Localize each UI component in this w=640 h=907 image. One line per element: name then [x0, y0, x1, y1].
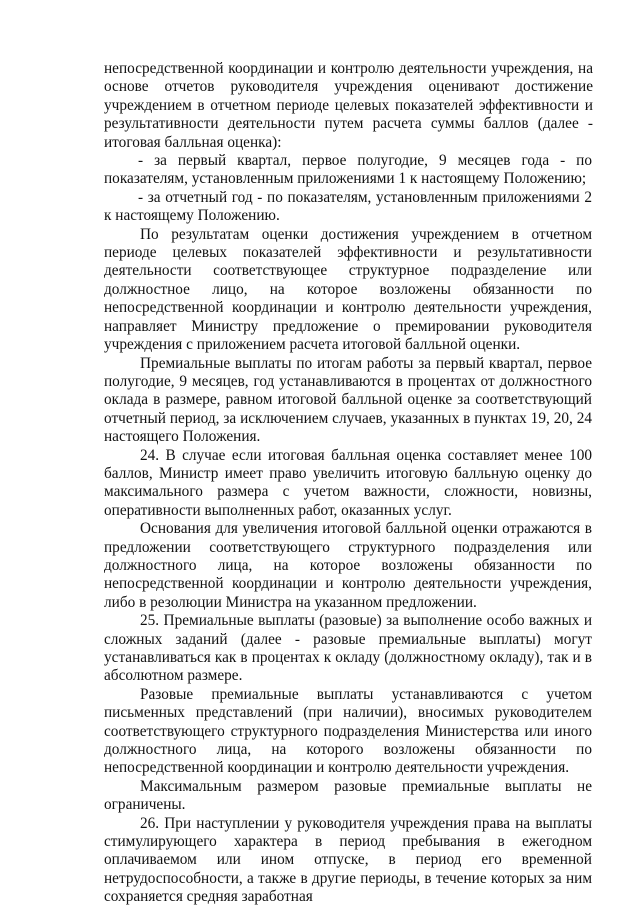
paragraph-10: Максимальным размером разовые премиальные выплаты не ограничены. [104, 777, 592, 814]
paragraph-9: Разовые премиальные выплаты устанавливаются с учетом письменных представлений (при наличии), вносимых руководителем соответствующего структурного подразделения Министерства или иного должностного лица, на которого возложены обязанности по непосредственной координации и контролю деятельности учреждения. [104, 685, 592, 777]
paragraph-1: непосредственной координации и контролю деятельности учреждения, на основе отчетов руководителя учреждения оценивают достижение учреждением в отчетном периоде целевых показателей эффективности и результативности деятельности путем расчета суммы баллов (далее - итоговая балльная оценка): [104, 60, 593, 151]
document-page [104, 60, 592, 907]
paragraph-5: Премиальные выплаты по итогам работы за первый квартал, первое полугодие, 9 месяцев, год устанавливаются в процентах от должностного оклада в размере, равном итоговой балльной оценке за соответствующий отчетный период, за исключением случаев, указанных в пунктах 19, 20, 24 настоящего Положения. [104, 354, 592, 446]
paragraph-11: 26. При наступлении у руководителя учреждения права на выплаты стимулирующего характера в период пребывания в ежегодном оплачиваемом или ином отпуске, в период его временной нетрудоспособности, а также в другие периоды, в течение которых за ним сохраняется средняя заработная [104, 814, 592, 906]
paragraph-2: - за первый квартал, первое полугодие, 9 месяцев года - по показателям, установленным приложениями 1 к настоящему Положению; [104, 152, 592, 188]
paragraph-4: По результатам оценки достижения учреждением в отчетном периоде целевых показателей эффективности и результативности деятельности соответствующее структурное подразделение или должностное лицо, на которое возложены обязанности по непосредственной координации и контролю деятельности учреждения, направляет Министру предложение о премировании руководителя учреждения с приложением расчета итоговой балльной оценки. [104, 225, 592, 354]
paragraph-3: - за отчетный год - по показателям, установленным приложениями 2 к настоящему Положению. [104, 188, 592, 225]
paragraph-7: Основания для увеличения итоговой балльной оценки отражаются в предложении соответствующего структурного подразделения или должностного лица, на которое возложены обязанности по непосредственной координации и контролю деятельности учреждения, либо в резолюции Министра на указанном предложении. [104, 520, 592, 611]
paragraph-8: 25. Премиальные выплаты (разовые) за выполнение особо важных и сложных заданий (далее - разовые премиальные выплаты) могут устанавливаться как в процентах к окладу (должностному окладу), так и в абсолютном размере. [104, 612, 592, 685]
paragraph-6: 24. В случае если итоговая балльная оценка составляет менее 100 баллов, Министр имеет право увеличить итоговую балльную оценку до максимального размера с учетом важности, сложности, новизны, оперативности выполненных работ, оказанных услуг. [104, 446, 592, 519]
